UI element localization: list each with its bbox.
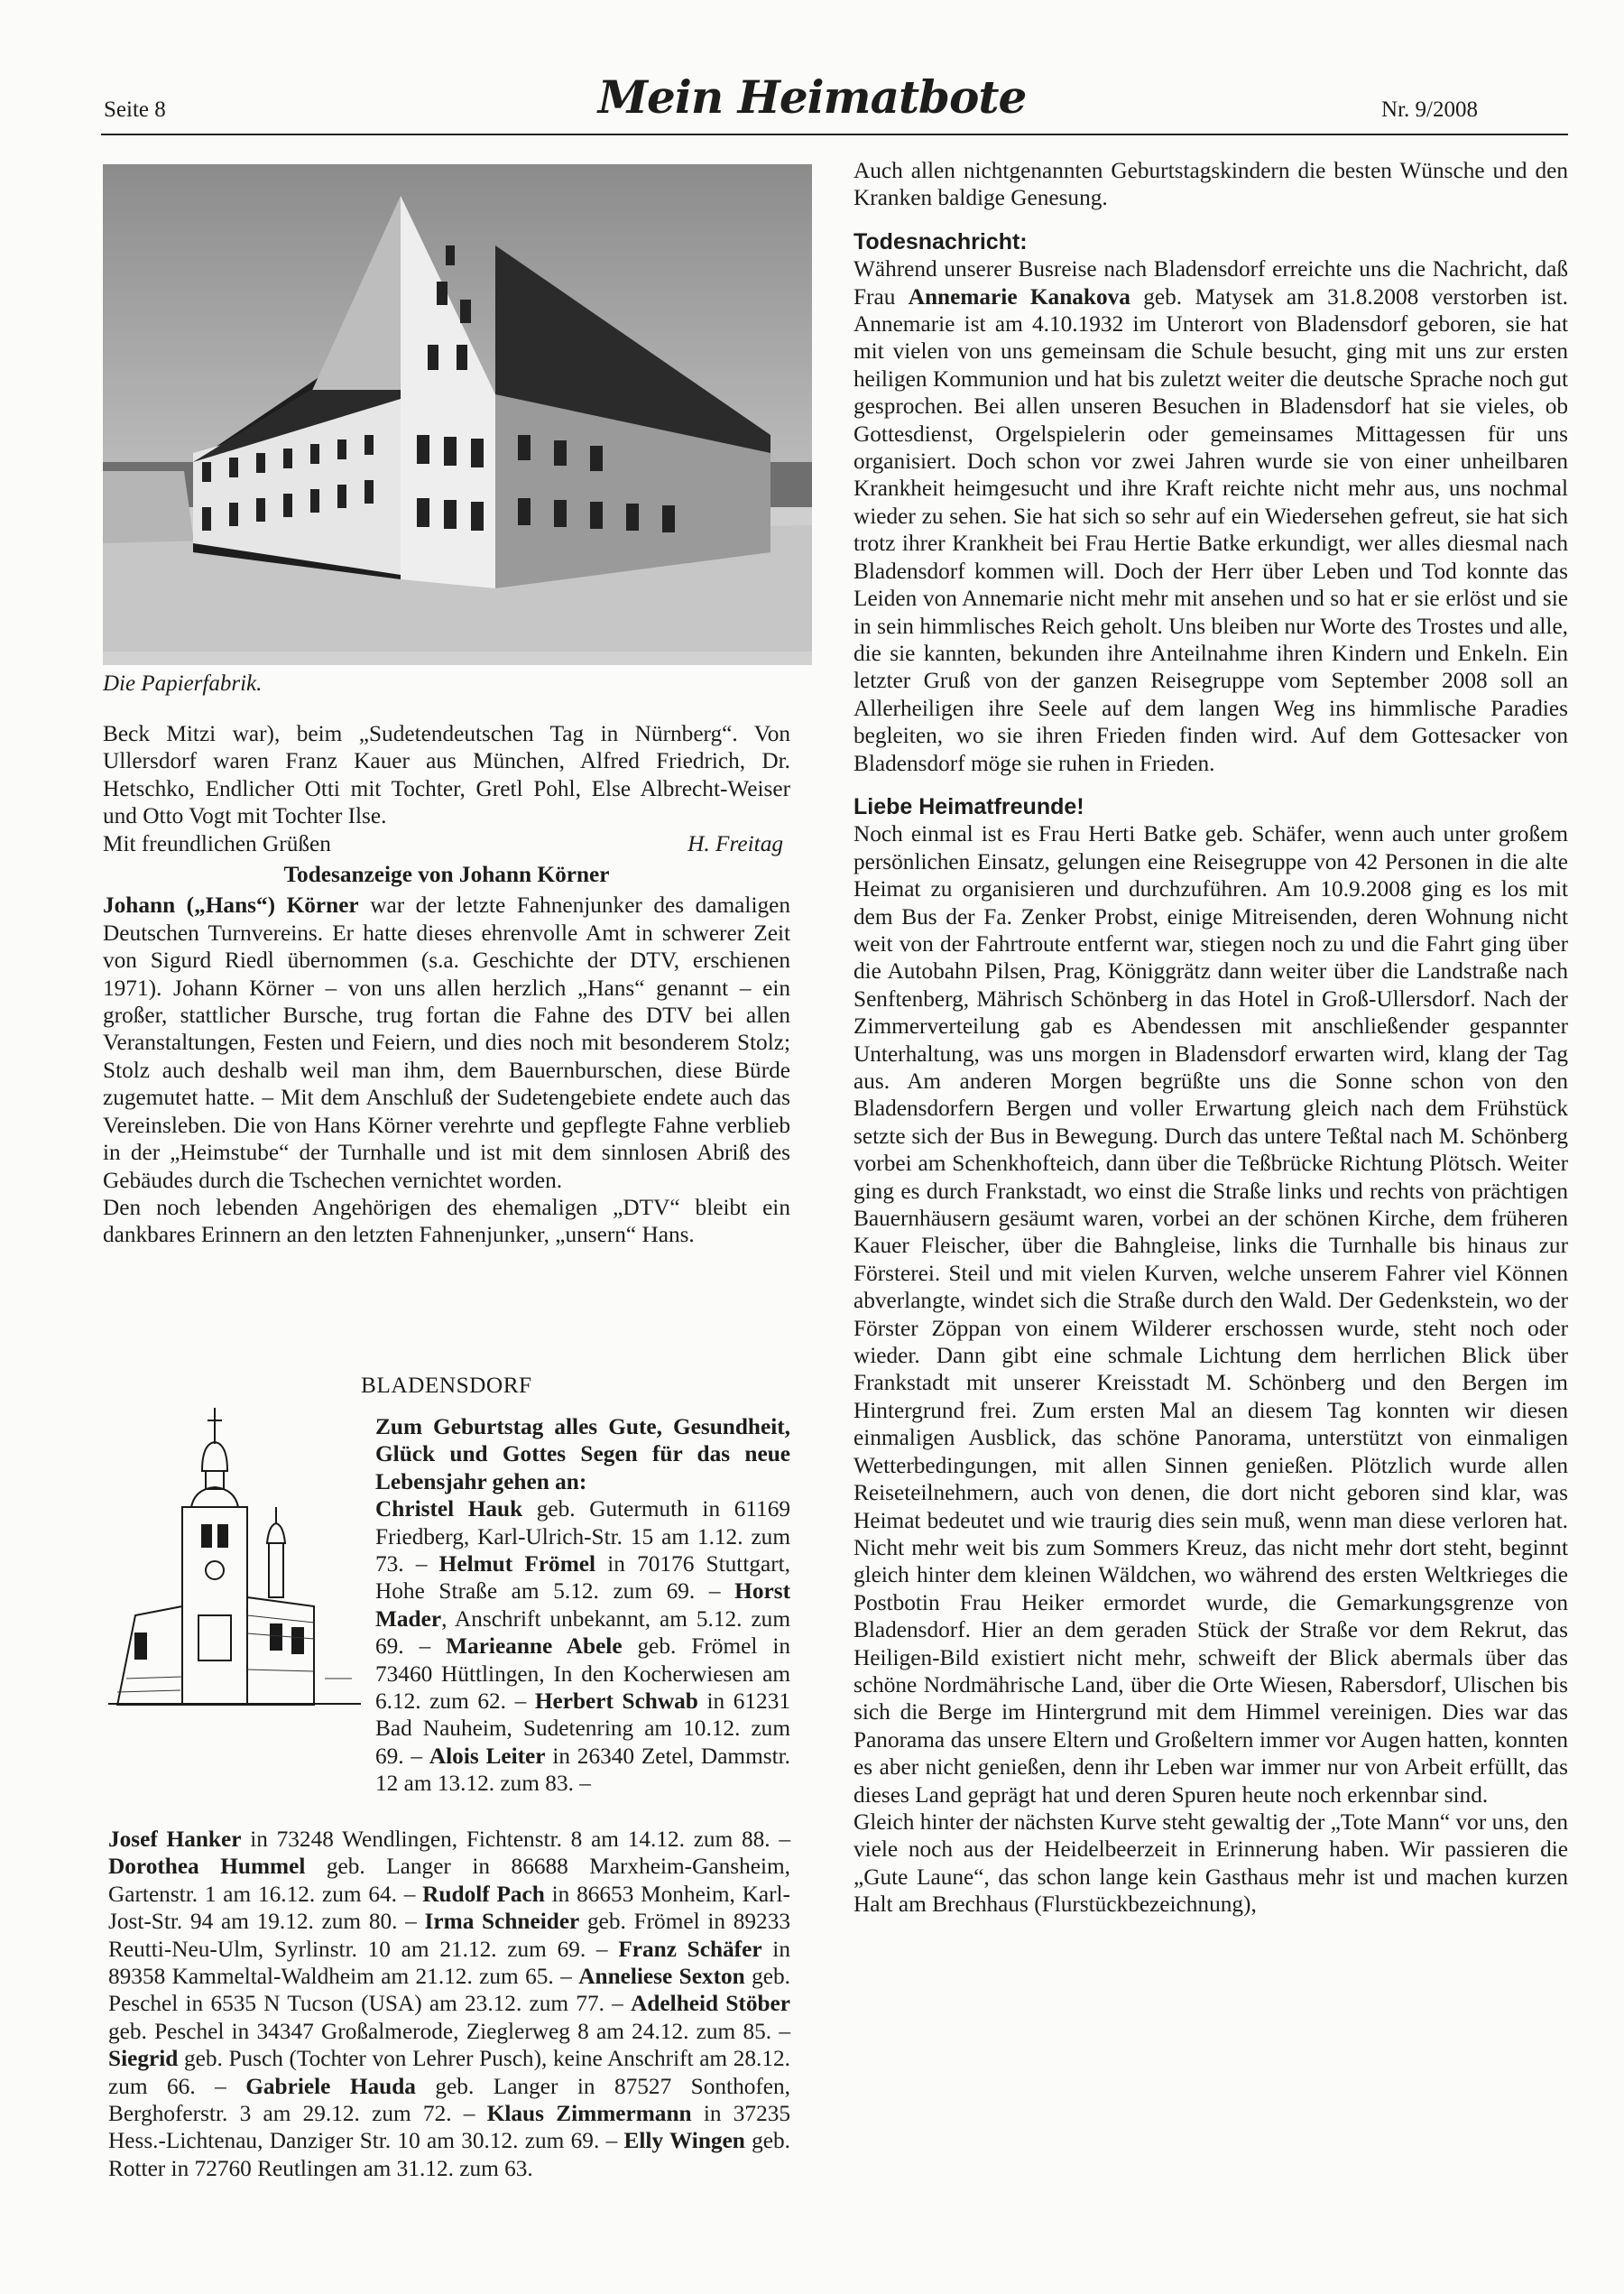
birthday-text: geb. Gutermuth in 61169 Friedberg, Karl-Ulrich-Str. 15 am 1.12. zum 73. – [375,1496,791,1577]
birthday-text: , Anschrift unbekannt, am 5.12. zum 69. – [375,1605,790,1660]
birthday-text: geb. Frömel in 73460 Hüttlingen, In den Kocherwiesen am 6.12. zum 62. – [375,1633,791,1715]
birthday-name: Marieanne Abele [446,1633,623,1660]
obituary-paragraph [103,892,790,1193]
birthday-name: Siegrid [108,2046,179,2072]
header-rule [101,134,1568,135]
birthday-text: geb. Peschel in 34347 Großalmerode, Zieglerweg 8 am 24.12. zum 85. – [108,2018,790,2044]
death-notice-text: geb. Matysek am 31.8.2008 verstorben ist. Annemarie ist am 4.10.1932 im Unterort von Bladensdorf geboren, sie hat mit vielen von uns gemeinsam die Schule besucht, ging mit uns zur ersten heiligen Kommunion und hat bis zuletzt weiter die deutsche Sprache noch gut gesprochen. Bei allen unseren Besuchen in Bladensdorf hat sie vieles, ob Gottesdienst, Orgelspielerin oder gemeinsames Mittagessen für uns organisiert. Doch schon vor zwei Jahren wurde sie von einer unheilbaren Krankheit heimgesucht und ihre Kraft reichte nicht mehr aus, uns nochmal wieder zu sehen. Sie hat sich so sehr auf ein Wiedersehen gefreut, sie hat sich trotz ihrer Krankheit bei Frau Hertie Batke erkundigt, wer alles diesmal nach Bladensdorf kommen will. Doch der Herr über Leben und Tod konnte das Leiden von Annemarie nicht mehr mit ansehen und so hat er sie erlöst und sie in sein himmlisches Reich geholt. Uns bleiben nur Worte des Trostes und alle, die sie kannten, bekunden ihre Anteilnahme ihren Kindern und Enkeln. Ein letzter Gruß von der ganzen Reisegruppe vom September 2008 soll an Allerheiligen ihre Seele auf dem langen Weg ins himmlische Paradies begleiten, wo sie ihren Frieden finden wird. Auf dem Gottesacker von Bladensdorf möge sie ruhen in Frieden. [854,283,1568,776]
church-illustration [108,1408,361,1706]
page-number: Seite 8 [104,97,166,122]
birthday-text: in 89358 Kammeltal-Waldheim am 21.12. zum 65. – [108,1936,790,1990]
birthday-text: in 26340 Zetel, Dammstr. 12 am 13.12. zum 83. – [375,1743,790,1797]
left-column-text [103,720,790,1249]
masthead-title: Mein Heimatbote [597,70,1027,124]
death-notice-pre: Während unserer Busreise nach Bladensdorf erreichte uns die Nachricht, daß Frau [854,256,1568,310]
birthday-text: geb. Langer in 87527 Sonthofen, Berghoferstr. 3 am 29.12. zum 72. – [108,2073,790,2127]
papierfabrik-photo [103,164,812,665]
bladensdorf-title: BLADENSDORF [361,1373,532,1398]
birthday-text: geb. Langer in 86688 Marxheim-Gansheim, Gartenstr. 1 am 16.12. zum 64. – [108,1854,790,1907]
photo-caption: Die Papierfabrik. [103,671,263,696]
death-notice-paragraph [854,255,1568,777]
issue-number: Nr. 9/2008 [1381,97,1478,122]
birthday-list-part2 [108,1826,790,2182]
birthday-name: Adelheid Stöber [631,1991,790,2017]
birthday-name: Anneliese Sexton [578,1964,745,1990]
birthday-text: geb. Pusch (Tochter von Lehrer Pusch), keine Anschrift am 28.12. zum 66. – [108,2046,790,2099]
birthday-intro-block [375,1413,790,1798]
birthday-text: in 61231 Bad Nauheim, Sudetenring am 10.12. zum 69. – [375,1688,790,1769]
signature-line [103,830,790,857]
friends-paragraph-2: Gleich hinter der nächsten Kurve steht gewaltig der „Tote Mann“ vor uns, den viele noch aus der Heidelbeerzeit in Erinnerung haben. Wir passieren die „Gute Laune“, das schon lange kein Gasthaus mehr ist und machen kurzen Halt am Brechhaus (Flurstückbezeichnung), [854,1808,1568,1918]
obituary-title: Todesanzeige von Johann Körner [283,862,610,888]
obituary-closing: Den noch lebenden Angehörigen des ehemaligen „DTV“ bleibt ein dankbares Erinnern an den letzten Fahnenjunker, „unsern“ Hans. [103,1194,790,1248]
birthday-list-continued [108,1826,790,2182]
birthday-name: Irma Schneider [424,1909,580,1935]
birthday-intro: Zum Geburtstag alles Gute, Gesundheit, Glück und Gottes Segen für das neue Lebensjahr gehen an: [375,1414,790,1494]
birthday-name: Helmut Frömel [438,1551,596,1577]
birthday-name: Elly Wingen [623,2128,745,2154]
birthday-name: Horst Mader [375,1578,790,1632]
birthday-text: geb. Frömel in 89233 Reutti-Neu-Ulm, Syrlinstr. 10 am 21.12. zum 69. – [108,1909,790,1962]
birthday-name: Gabriele Hauda [245,2073,416,2099]
birthday-name: Alois Leiter [429,1743,546,1769]
birthday-name: Dorothea Hummel [108,1854,306,1880]
birthday-name: Christel Hauk [375,1496,523,1522]
birthday-name: Josef Hanker [108,1827,242,1852]
friends-paragraph-1: Noch einmal ist es Frau Herti Batke geb. Schäfer, wenn auch unter großem persönlichen Einsatz, gelungen eine Reisegruppe von 42 Personen in die alte Heimat zu organisieren und durchzuführen. Am 10.9.2008 ging es los mit dem Bus der Fa. Zenker Probst, einige Mitreisenden, deren Wohnung nicht weit von der Fahrtroute entfernt war, stiegen noch zu und die Fahrt ging über die Autobahn Pilsen, Prag, Königgrätz dann weiter über die Landstraße nach Senftenberg, Mährisch Schönberg in das Hotel in Groß-Ullersdorf. Nach der Zimmerverteilung gab es Abendessen mit anschließender gespannter Unterhaltung, was uns morgen in Bladensdorf erwarten wird, klang der Tag aus. Am anderen Morgen begrüßte uns die Sonne schon von den Bladensdorfern Bergen und voller Erwartung gleich nach dem Frühstück setzte sich der Bus in Bewegung. Durch das untere Teßtal nach M. Schönberg vorbei am Schenkhofteich, dann über die Teßbrücke Richtung Plötsch. Weiter ging es durch Frankstadt, wo einst die Straße links und rechts von prächtigen Bauernhäusern gesäumt waren, vorbei an der schönen Kirche, dem früheren Kauer Fleischer, über die Bahngleise, links die Turnhalle bis hinaus zur Försterei. Steil und mit vielen Kurven, welche unserem Fahrer viel Können abverlangte, windet sich die Straße durch den Wald. Der Gedenkstein, wo der Förster Zöppan von einem Wilderer erschossen wurde, steht noch oder wieder. Dann gibt eine schmale Lichtung dem herrlichen Blick über Frankstadt mit unserer Kreisstadt M. Schönberg und den Bergen im Hintergrund frei. Zum ersten Mal an diesem Tag konnten wir diesen einmaligen Ausblick, das schöne Panorama, unterstützt von einmaligen Wetterbedingungen, mit allen Sinnen genießen. Plötzlich wurde allen Reiseteilnehmern, auch von denen, die dort nicht geboren sind klar, was Heimat bedeutet und wie traurig dies sein muß, wenn man diese verloren hat. Nicht mehr weit bis zum Sommers Kreuz, das nicht mehr dort steht, beginnt gleich hinter dem kleinen Wäldchen, wo während des ersten Weltkrieges die Postbotin Frau Heiker ermordet wurde, die Gemarkungsgrenze von Bladensdorf. Hier an dem geraden Stück der Straße vor dem Rekrut, das Heiligen-Bild existiert nicht mehr, schweift der Blick abermals über das schöne Nordmährische Land, über die Orte Wiesen, Rabersdorf, Ulischen bis sich die Berge im Hintergrund mit dem Himmel vereinigen. Dies war das Panorama das unsere Eltern und Großeltern immer vor Augen hatten, konnten es aber nicht genießen, denn ihr Leben war immer nur von Arbeit erfüllt, das dieses Land geprägt hat und deren Spuren heute noch erkennbar sind. [854,821,1568,1808]
birthday-text: in 73248 Wendlingen, Fichtenstr. 8 am 14.12. zum 88. – [241,1827,790,1852]
birthday-name: Herbert Schwab [534,1688,698,1715]
death-notice-heading: Todesnachricht: [854,228,1028,254]
obituary-name: Johann („Hans“) Körner [103,893,359,919]
wishes-paragraph: Auch allen nichtgenannten Geburtstagskindern die besten Wünsche und den Kranken baldige Genesung. [854,158,1568,211]
birthday-name: Rudolf Pach [422,1881,545,1907]
death-notice-name: Annemarie Kanakova [908,283,1130,310]
birthday-text: in 86653 Monheim, Karl-Jost-Str. 94 am 19.12. zum 80. – [108,1881,790,1935]
birthday-list-part1 [375,1495,790,1797]
birthday-name: Franz Schäfer [618,1936,762,1962]
right-column-text [854,157,1568,1919]
signature: H. Freitag [687,830,783,856]
birthday-text: in 37235 Hess.-Lichtenau, Danziger Str. 10 am 30.12. zum 69. – [108,2101,791,2154]
birthday-text: geb. Peschel in 6535 N Tucson (USA) am 23.12. zum 77. – [108,1964,790,2017]
intro-paragraph: Beck Mitzi war), beim „Sudetendeutschen Tag in Nürnberg“. Von Ullersdorf waren Franz Kauer aus München, Alfred Friedrich, Dr. Hetschko, Endlicher Otti mit Tochter, Gretl Pohl, Else Albrecht-Weiser und Otto Vogt mit Tochter Ilse. [103,721,790,829]
greeting: Mit freundlichen Grüßen [103,830,331,856]
birthday-name: Klaus Zimmermann [486,2101,692,2127]
birthday-text: geb. Rotter in 72760 Reutlingen am 31.12. zum 63. [108,2128,790,2181]
obituary-text: war der letzte Fahnenjunker des damaligen Deutschen Turnvereins. Er hatte dieses ehrenvolle Amt in schwerer Zeit von Sigurd Riedl übernommen (s.a. Geschichte der DTV, erschienen 1971). Johann Körner – von uns allen herzlich „Hans“ genannt – ein großer, stattlicher Bursche, trug fortan die Fahne des DTV bei allen Veranstaltungen, Festen und Feiern, und dies noch mit besonderem Stolz; Stolz auch deshalb weil man ihm, dem Bauernburschen, diese Bürde zugemutet hatte. – Mit dem Anschluß der Sudetengebiete endete auch das Vereinsleben. Die von Hans Körner verehrte und gepflegte Fahne verblieb in der „Heimstube“ der Turnhalle und ist mit dem sinnlosen Abriß des Gebäudes durch die Tschechen vernichtet worden. [103,893,790,1193]
friends-heading: Liebe Heimatfreunde! [854,793,1084,819]
birthday-text: in 70176 Stuttgart, Hohe Straße am 5.12. zum 69. – [375,1551,790,1605]
